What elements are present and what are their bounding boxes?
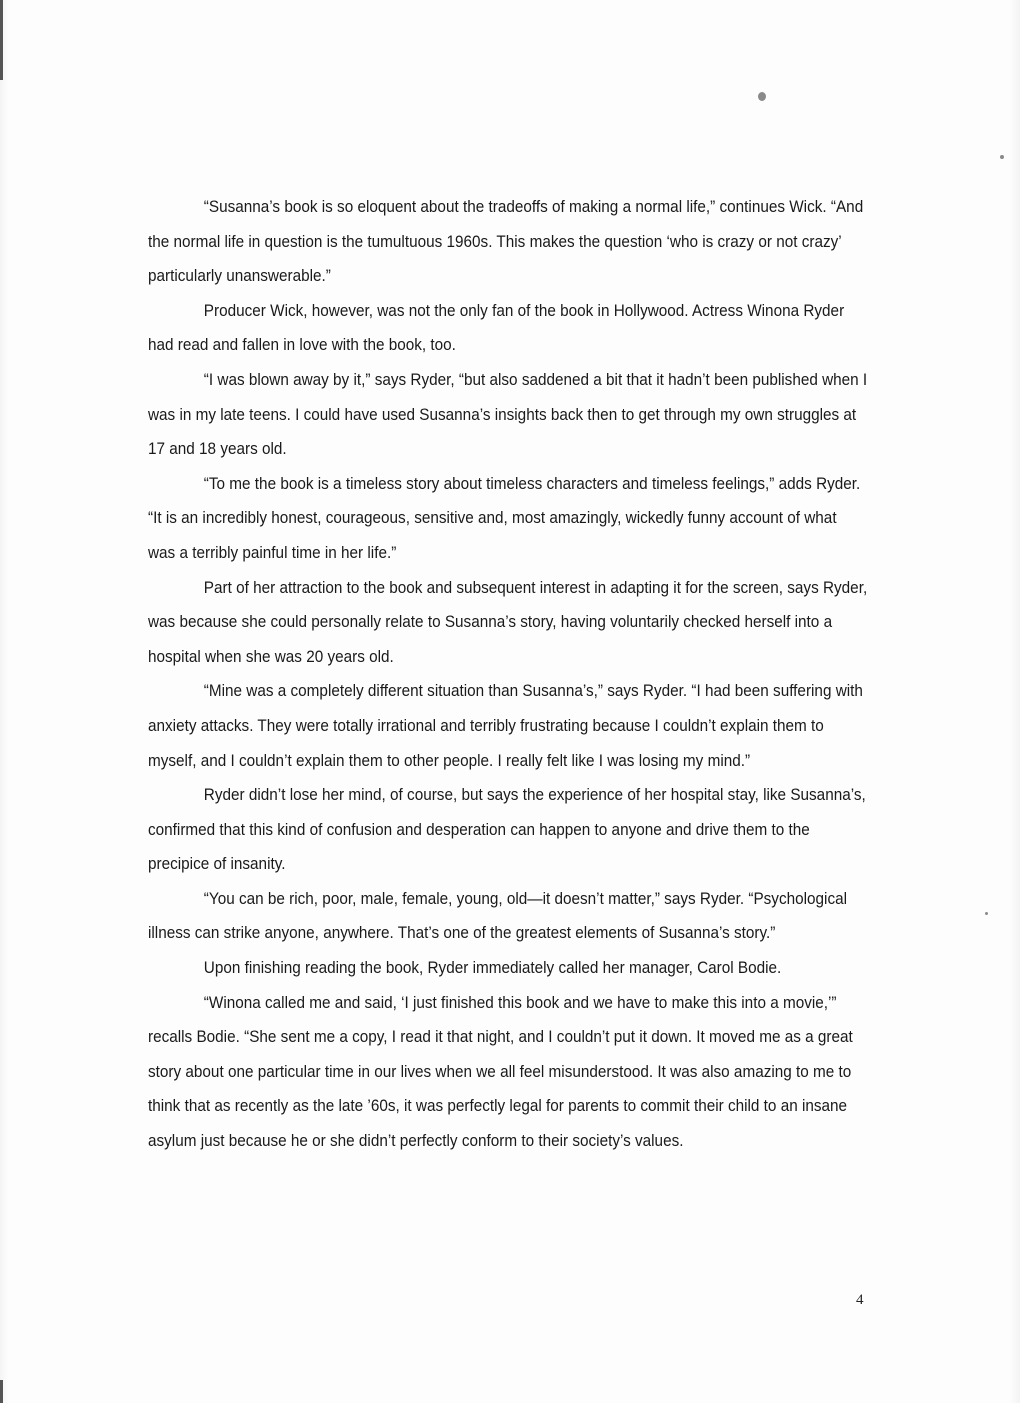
paragraph: Upon finishing reading the book, Ryder immediately called her manager, Carol Bodie.	[203, 958, 782, 978]
paragraph: Producer Wick, however, was not the only fan of the book in Hollywood. Actress Winona Ryder had read and fallen in love with the book, too.	[148, 300, 845, 355]
document-body	[148, 190, 868, 1159]
paragraph: “Winona called me and said, ‘I just finished this book and we have to make this into a movie,’” recalls Bodie. “She sent me a copy, I read it that night, and I couldn’t put it down. It moved me as a great story about one particular time in our lives when we all feel misunderstood. It was also amazing to me to think that as recently as the late ’60s, it was perfectly legal for parents to commit their child to an insane asylum just because he or she didn’t perfectly conform to their society’s values.	[148, 992, 853, 1151]
scan-speck	[758, 92, 766, 101]
paragraph: “I was blown away by it,” says Ryder, “but also saddened a bit that it hadn’t been published when I was in my late teens. I could have used Susanna’s insights back then to get through my own struggles at 17 and 18 years old.	[148, 369, 868, 459]
paragraph: “You can be rich, poor, male, female, young, old—it doesn’t matter,” says Ryder. “Psychological illness can strike anyone, anywhere. That’s one of the greatest elements of Susanna’s story.”	[148, 888, 848, 943]
page-number: 4	[856, 1292, 864, 1308]
paragraph: Part of her attraction to the book and subsequent interest in adapting it for the screen, says Ryder, was because she could personally relate to Susanna’s story, having voluntarily checked herself into a hospital when she was 20 years old.	[148, 577, 868, 666]
paragraph: “Mine was a completely different situation than Susanna’s,” says Ryder. “I had been suffering with anxiety attacks. They were totally irrational and terribly frustrating because I couldn’t explain them to myself, and I couldn’t explain them to other people. I really felt like I was losing my mind.”	[148, 681, 863, 770]
scan-edge-top-left	[0, 0, 3, 80]
scan-speck	[985, 912, 988, 915]
paragraph: “Susanna’s book is so eloquent about the tradeoffs of making a normal life,” continues Wick. “And the normal life in question is the tumultuous 1960s. This makes the question ‘who is crazy or not crazy’ particularly unanswerable.”	[148, 197, 864, 286]
paragraph: Ryder didn’t lose her mind, of course, but says the experience of her hospital stay, like Susanna’s, confirmed that this kind of confusion and desperation can happen to anyone and drive them to the precipice of insanity.	[148, 785, 866, 874]
scan-speck	[1000, 155, 1004, 159]
paragraph: “To me the book is a timeless story about timeless characters and timeless feelings,” adds Ryder. “It is an incredibly honest, courageous, sensitive and, most amazingly, wickedly funny account of what was a terribly painful time in her life.”	[148, 473, 861, 562]
scan-edge-bottom-left	[0, 1380, 3, 1403]
